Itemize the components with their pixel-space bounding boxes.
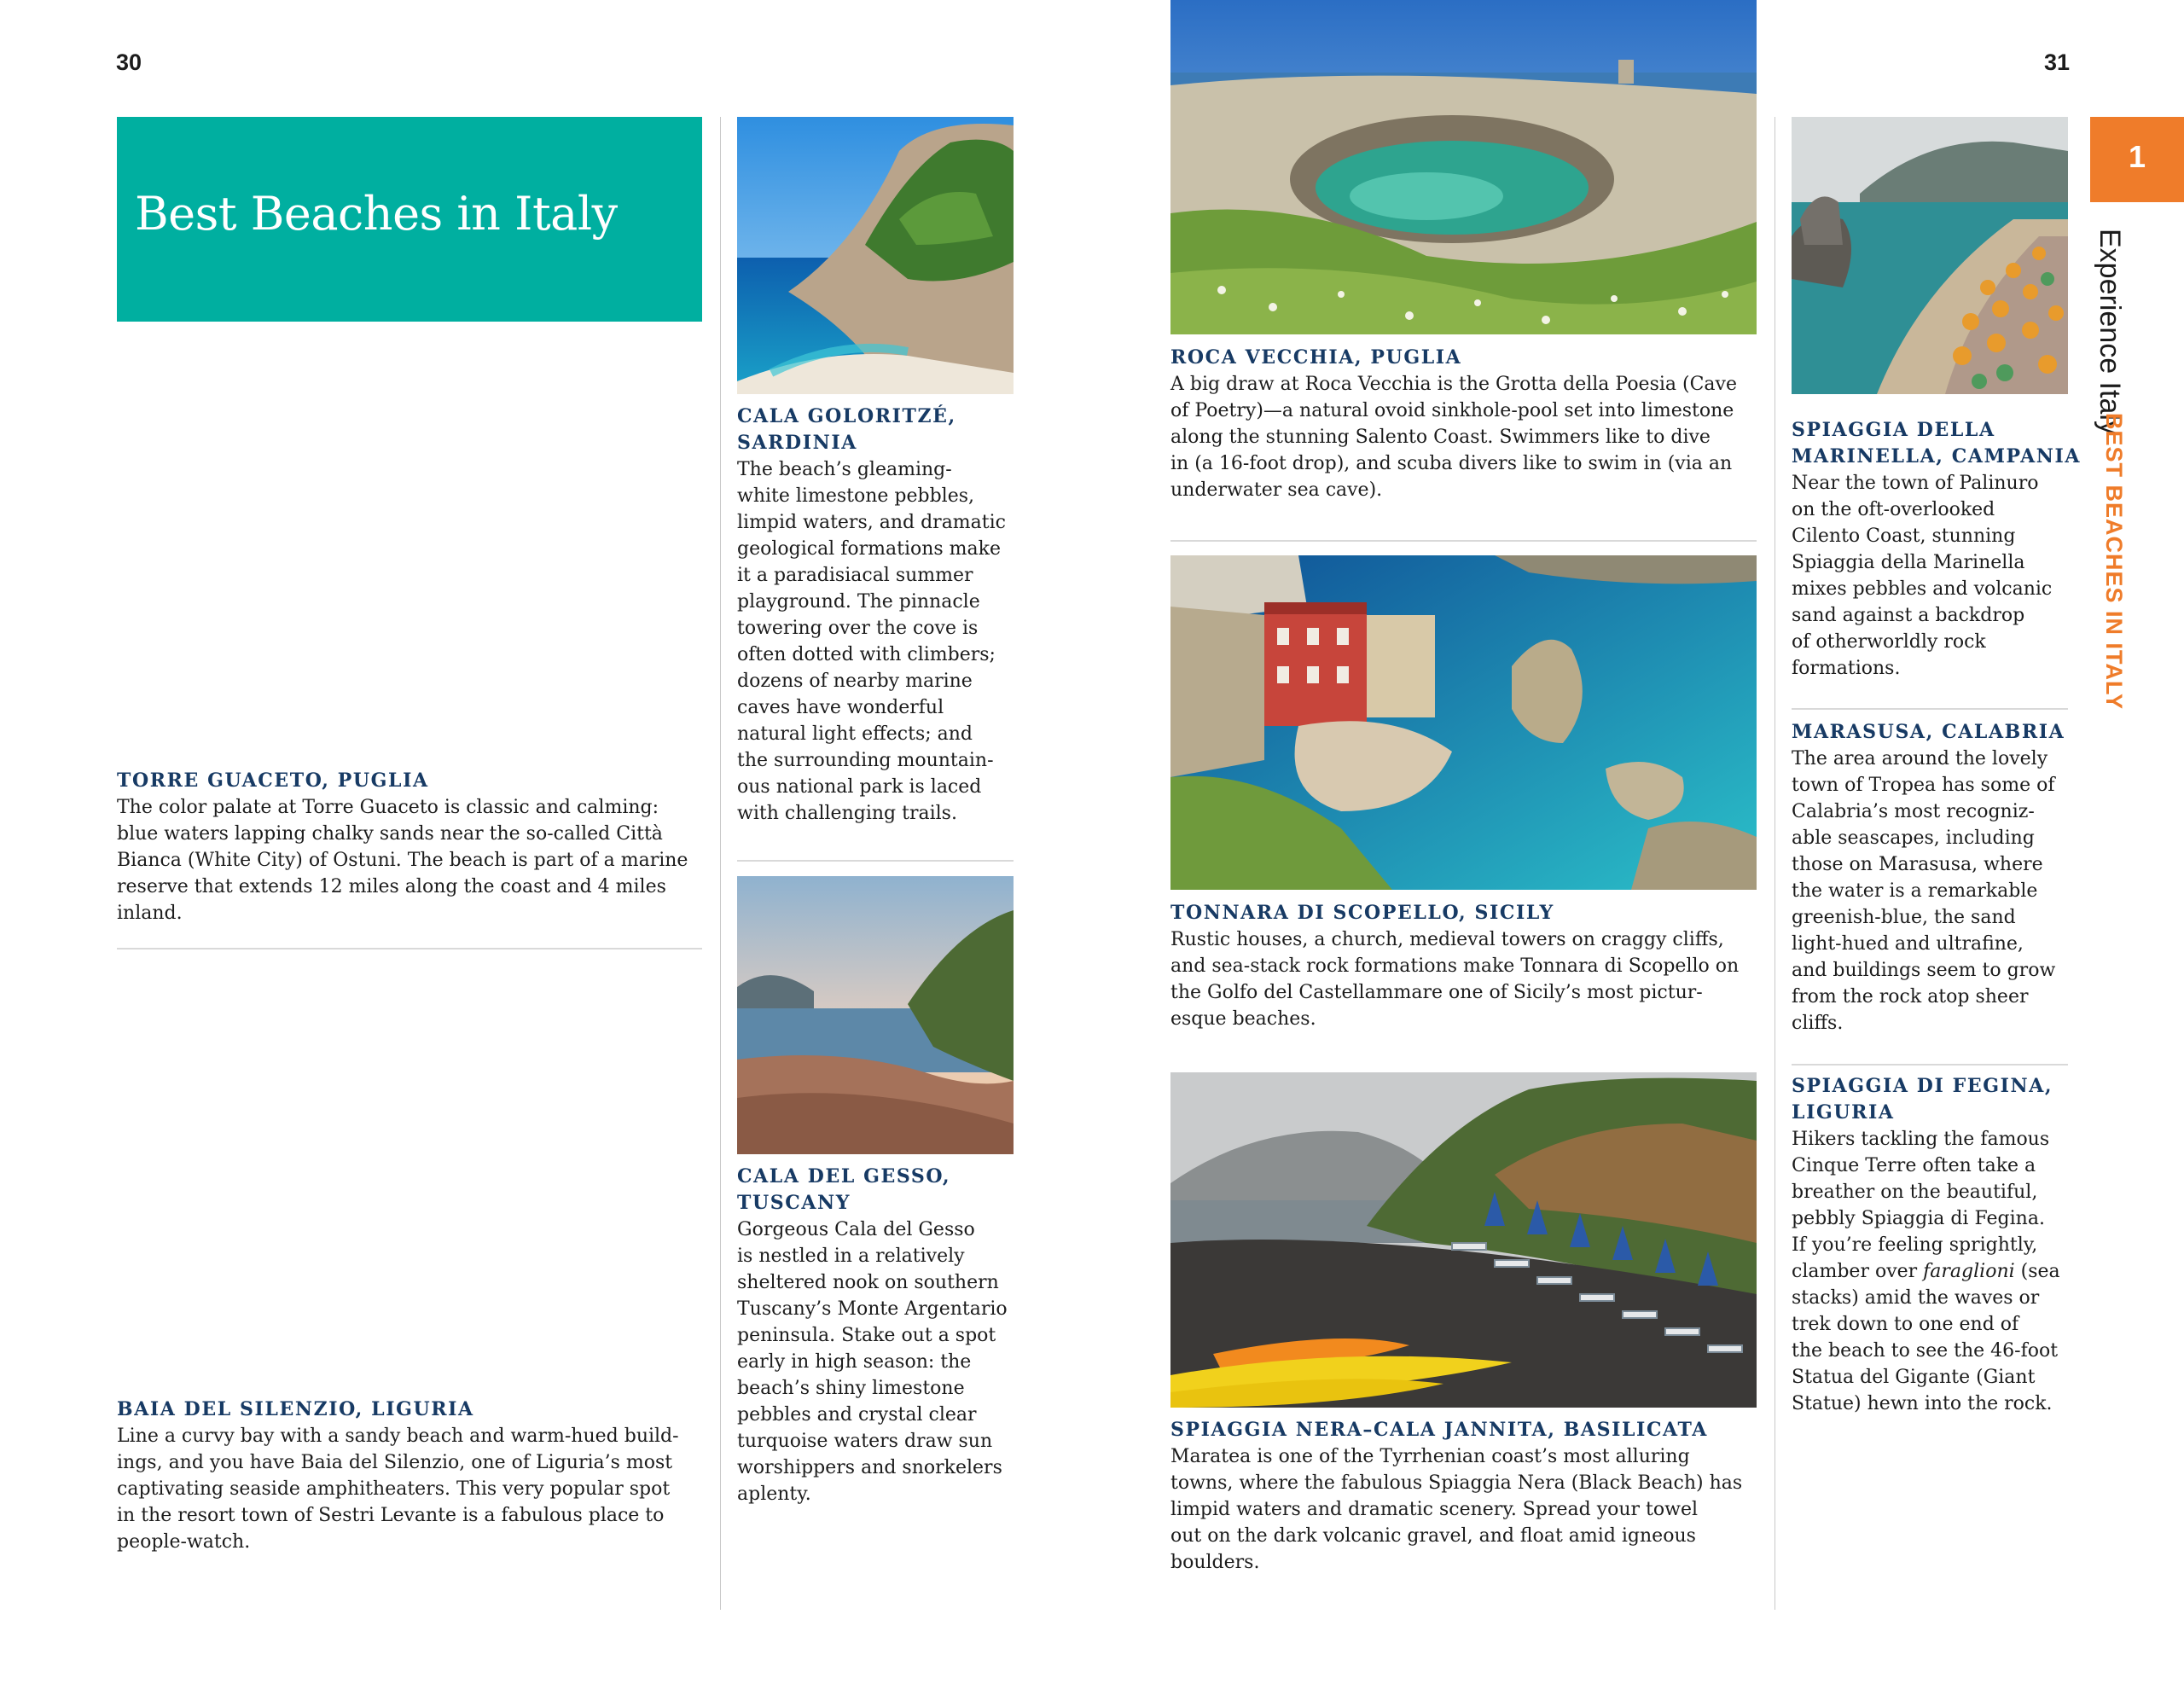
entry-heading: ROCA VECCHIA, PUGLIA	[1170, 346, 1462, 369]
body-line: it a paradisiacal summer	[737, 565, 973, 586]
entry-heading: BAIA DEL SILENZIO, LIGURIA	[117, 1398, 474, 1420]
body-line: of otherworldly rock	[1792, 631, 1986, 653]
body-line: the beach to see the 46-foot	[1792, 1340, 2059, 1362]
body-line: dozens of nearby marine	[737, 671, 973, 692]
entry-spiaggia-di-fegina	[1792, 1073, 2082, 1417]
body-line: stacks) amid the waves or	[1792, 1287, 2040, 1309]
body-line: worshippers and snorkelers	[737, 1457, 1002, 1478]
entry-roca-vecchia	[1170, 345, 1768, 503]
body-line: the water is a remarkable	[1792, 880, 2038, 902]
body-line: pebbly Spiaggia di Fegina.	[1792, 1208, 2045, 1229]
divider-rule	[737, 860, 1014, 862]
entry-heading: LIGURIA	[1792, 1101, 1895, 1124]
body-line: often dotted with climbers;	[737, 644, 996, 665]
body-line: Maratea is one of the Tyrrhenian coast’s most alluring	[1170, 1446, 1690, 1467]
body-line: playground. The pinnacle	[737, 591, 980, 613]
divider-rule	[1170, 540, 1757, 542]
section-running-head: BEST BEACHES IN ITALY	[2101, 413, 2127, 711]
entry-marasusa	[1792, 719, 2082, 1037]
body-line: out on the dark volcanic gravel, and float amid igneous	[1170, 1525, 1696, 1547]
body-line: beach’s shiny limestone	[737, 1378, 965, 1399]
body-line: Statua del Gigante (Giant	[1792, 1367, 2036, 1388]
column-divider	[1774, 117, 1775, 1610]
chapter-number-tab	[2090, 117, 2184, 202]
body-line: Statue) hewn into the rock.	[1792, 1393, 2053, 1414]
body-line: caves have wonderful	[737, 697, 944, 718]
body-line: in the resort town of Sestri Levante is a fabulous place to	[117, 1505, 665, 1526]
entry-spiaggia-della-marinella	[1792, 417, 2082, 682]
cala-del-gesso-photo	[737, 876, 1014, 1154]
body-line: mixes pebbles and volcanic	[1792, 578, 2053, 600]
entry-torre-guaceto	[117, 768, 714, 926]
entry-spiaggia-nera	[1170, 1417, 1768, 1576]
body-line: limpid waters and dramatic scenery. Spread your towel	[1170, 1499, 1699, 1520]
entry-heading: SPIAGGIA DI FEGINA,	[1792, 1075, 2053, 1097]
chapter-name: Experience Italy	[2094, 229, 2126, 435]
body-line: Spiaggia della Marinella	[1792, 552, 2025, 573]
body-line: formations.	[1792, 658, 1901, 679]
italic-term: faraglioni	[1923, 1261, 2015, 1282]
body-line: The color palate at Torre Guaceto is classic and calming:	[117, 797, 659, 818]
column-divider	[720, 117, 721, 1610]
divider-rule	[1792, 1064, 2068, 1066]
body-line: light-hued and ultrafine,	[1792, 933, 2024, 955]
body-line: in (a 16-foot drop), and scuba divers like to swim in (via an	[1170, 453, 1733, 474]
body-line: and buildings seem to grow	[1792, 960, 2056, 981]
body-line: early in high season: the	[737, 1351, 972, 1373]
body-line: turquoise waters draw sun	[737, 1431, 993, 1452]
body-line: with challenging trails.	[737, 803, 957, 824]
body-line: Tuscany’s Monte Argentario	[737, 1298, 1008, 1320]
body-line: along the stunning Salento Coast. Swimmers like to dive	[1170, 427, 1711, 448]
body-line: sand against a backdrop	[1792, 605, 2025, 626]
page-number-right: 31	[2044, 49, 2071, 75]
body-line: Calabria’s most recogniz-	[1792, 801, 2035, 822]
entry-tonnara-di-scopello	[1170, 900, 1768, 1032]
body-line: Gorgeous Cala del Gesso	[737, 1219, 975, 1240]
body-line: captivating seaside amphitheaters. This very popular spot	[117, 1478, 671, 1500]
body-line: ous national park is laced	[737, 776, 982, 798]
body-line: boulders.	[1170, 1552, 1260, 1573]
body-line: natural light effects; and	[737, 723, 973, 745]
body-line: towns, where the fabulous Spiaggia Nera (Black Beach) has	[1170, 1472, 1743, 1494]
section-title-box	[117, 117, 702, 322]
body-line: towering over the cove is	[737, 618, 979, 639]
body-line: underwater sea cave).	[1170, 479, 1383, 501]
body-line: geological formations make	[737, 538, 1001, 560]
body-line: Rustic houses, a church, medieval towers on craggy cliffs,	[1170, 929, 1724, 950]
tonnara-di-scopello-photo	[1170, 555, 1757, 890]
body-line: trek down to one end of	[1792, 1314, 2019, 1335]
body-line: breather on the beautiful,	[1792, 1182, 2038, 1203]
spiaggia-della-marinella-photo	[1792, 117, 2068, 394]
body-line: on the oft-overlooked	[1792, 499, 1995, 520]
body-line: inland.	[117, 903, 183, 924]
body-line: pebbles and crystal clear	[737, 1404, 977, 1426]
body-line: blue waters lapping chalky sands near the so-called Città	[117, 823, 663, 845]
body-line: is nestled in a relatively	[737, 1246, 965, 1267]
entry-baia-del-silenzio	[117, 1397, 714, 1555]
body-line: The area around the lovely	[1792, 748, 2048, 769]
body-line: The beach’s gleaming-	[737, 459, 952, 480]
body-line: If you’re feeling sprightly,	[1792, 1234, 2038, 1256]
body-line: A big draw at Roca Vecchia is the Grotta della Poesia (Cave	[1170, 374, 1737, 395]
body-line: people-watch.	[117, 1531, 251, 1553]
roca-vecchia-photo	[1170, 0, 1757, 334]
body-line: clamber over	[1792, 1261, 1924, 1282]
body-line: Bianca (White City) of Ostuni. The beach is part of a marine	[117, 850, 688, 871]
body-line: aplenty.	[737, 1484, 811, 1505]
page-number-left: 30	[116, 49, 142, 75]
body-line: cliffs.	[1792, 1013, 1844, 1034]
divider-rule	[117, 948, 702, 949]
entry-heading: TORRE GUACETO, PUGLIA	[117, 769, 429, 792]
body-line: greenish-blue, the sand	[1792, 907, 2016, 928]
body-line: and sea-stack rock formations make Tonnara di Scopello on	[1170, 955, 1740, 977]
body-line: of Poetry)—a natural ovoid sinkhole-pool set into limestone	[1170, 400, 1734, 421]
spiaggia-nera-photo	[1170, 1072, 1757, 1408]
body-line: reserve that extends 12 miles along the coast and 4 miles	[117, 876, 666, 897]
body-line: Near the town of Palinuro	[1792, 473, 2039, 494]
body-line: those on Marasusa, where	[1792, 854, 2043, 875]
entry-heading: MARASUSA, CALABRIA	[1792, 721, 2065, 743]
body-line: town of Tropea has some of	[1792, 775, 2055, 796]
body-line: limpid waters, and dramatic	[737, 512, 1006, 533]
entry-heading: SPIAGGIA DELLA	[1792, 419, 1995, 441]
divider-rule	[1792, 708, 2068, 710]
entry-heading: SPIAGGIA NERA–CALA JANNITA, BASILICATA	[1170, 1419, 1708, 1441]
body-line: able seascapes, including	[1792, 827, 2035, 849]
entry-heading: SARDINIA	[737, 432, 857, 454]
body-line: esque beaches.	[1170, 1008, 1316, 1030]
body-line: the surrounding mountain-	[737, 750, 994, 771]
entry-cala-goloritze	[737, 404, 1027, 827]
body-line: ings, and you have Baia del Silenzio, one of Liguria’s most	[117, 1452, 673, 1473]
body-line: sheltered nook on southern	[737, 1272, 999, 1293]
cala-goloritze-photo	[737, 117, 1014, 394]
entry-heading: CALA GOLORITZÉ,	[737, 405, 956, 427]
body-line: Line a curvy bay with a sandy beach and warm-hued build-	[117, 1426, 679, 1447]
body-line: Hikers tackling the famous	[1792, 1129, 2050, 1150]
entry-heading: CALA DEL GESSO,	[737, 1165, 951, 1188]
entry-heading: TONNARA DI SCOPELLO, SICILY	[1170, 902, 1554, 924]
chapter-number: 1	[2128, 139, 2146, 174]
entry-heading: MARINELLA, CAMPANIA	[1792, 445, 2082, 467]
body-line: from the rock atop sheer	[1792, 986, 2029, 1007]
body-line: Cinque Terre often take a	[1792, 1155, 2036, 1176]
body-line: Cilento Coast, stunning	[1792, 526, 2016, 547]
body-line: white limestone pebbles,	[737, 485, 975, 507]
entry-cala-del-gesso	[737, 1164, 1027, 1507]
body-line: the Golfo del Castellammare one of Sicily’s most pictur-	[1170, 982, 1703, 1003]
entry-heading: TUSCANY	[737, 1192, 851, 1214]
section-title: Best Beaches in Italy	[135, 187, 618, 241]
body-line: peninsula. Stake out a spot	[737, 1325, 996, 1346]
body-line: (sea	[2014, 1261, 2060, 1282]
